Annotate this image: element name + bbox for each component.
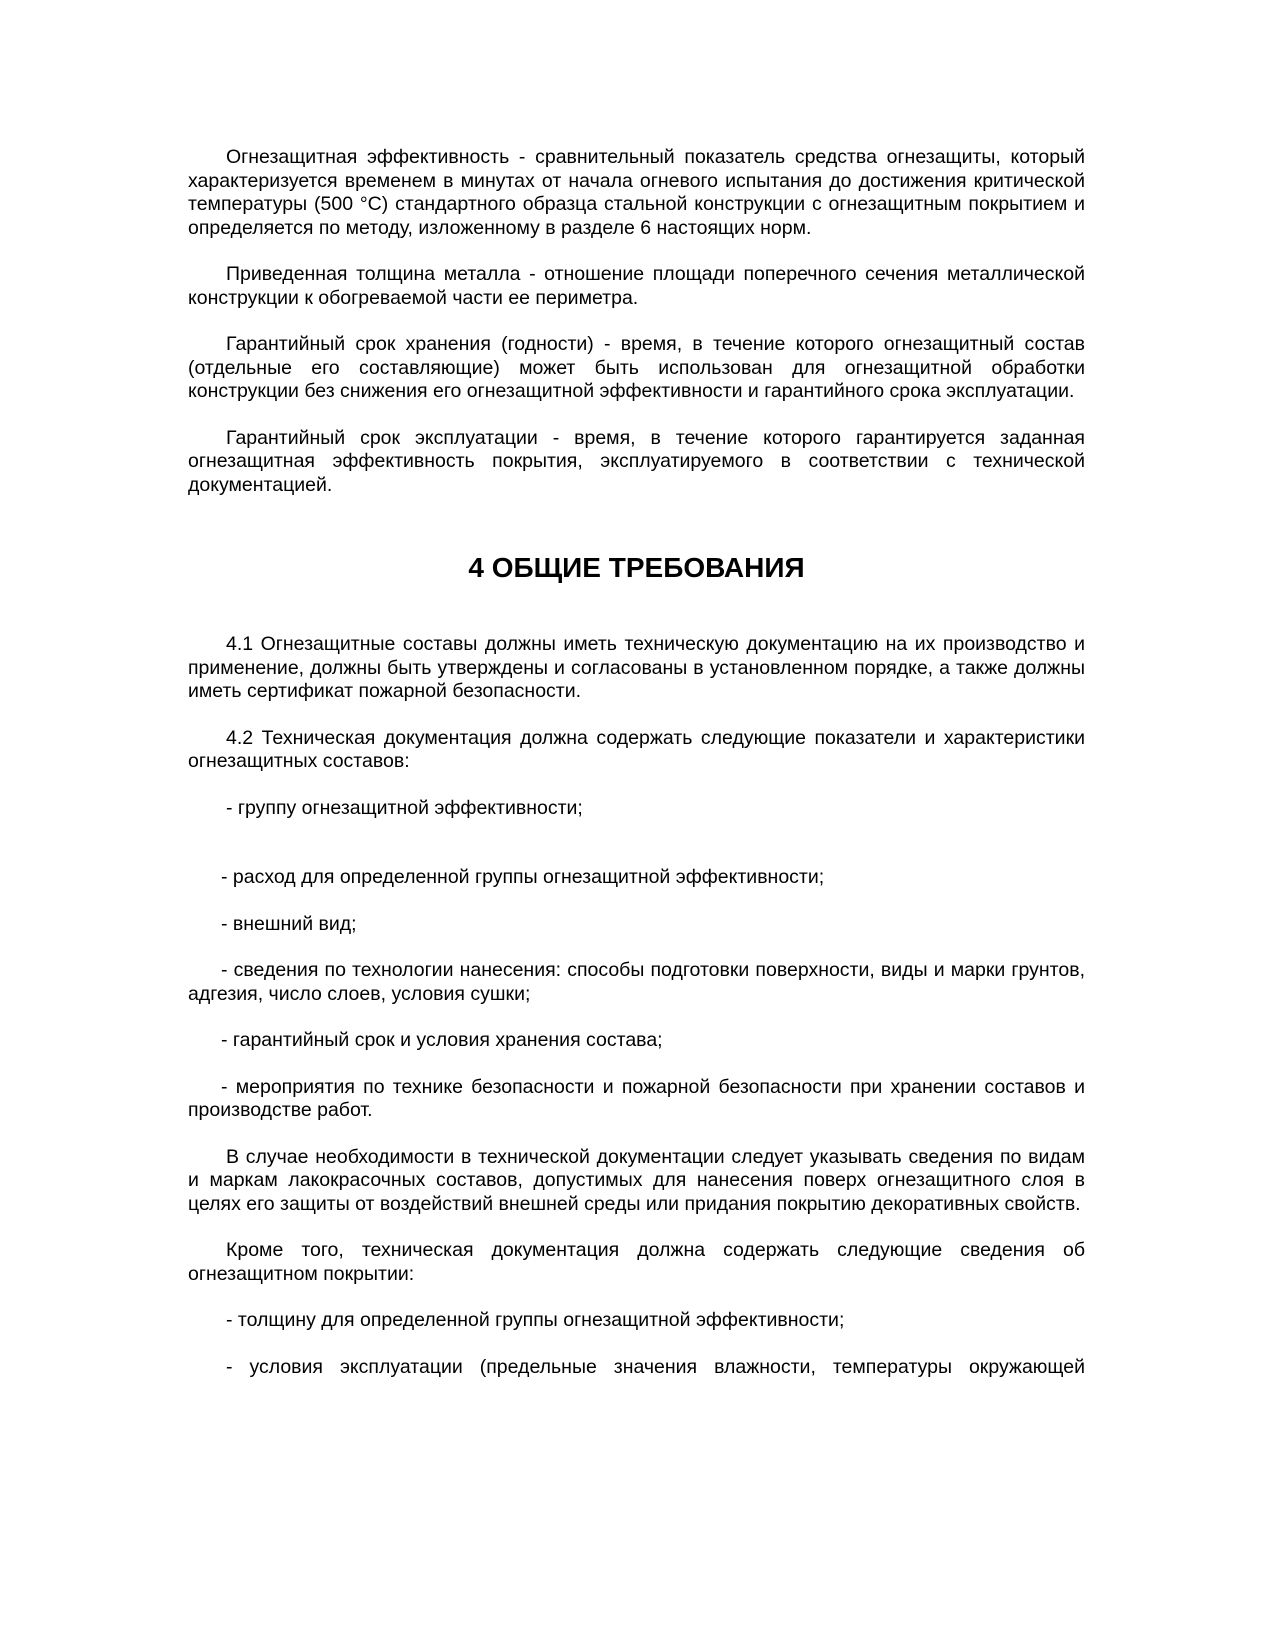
definition-reduced-metal-thickness: Приведенная толщина металла - отношение площади поперечного сечения металлической конструкции к обогреваемой части ее периметра. [188, 263, 1085, 309]
list-item: - условия эксплуатации (предельные значения влажности, температуры окружающей [226, 1355, 1085, 1378]
definition-operation-warranty: Гарантийный срок эксплуатации - время, в течение которого гарантируется заданная огнезащитная эффективность покрытия, эксплуатируемого в соответствии с технической документацией. [188, 426, 1085, 496]
definition-fire-protection-efficiency: Огнезащитная эффективность - сравнительный показатель средства огнезащиты, который характеризуется временем в минутах от начала огневого испытания до достижения критической температуры (500 °С) стандартного образца стальной конструкции с огнезащитным покрытием и определяется по методу, изложенному в разделе 6 настоящих норм. [188, 146, 1085, 239]
section-heading: 4 ОБЩИЕ ТРЕБОВАНИЯ [468, 552, 805, 583]
list-item: - группу огнезащитной эффективности; [226, 796, 583, 819]
list-item: - внешний вид; [221, 912, 357, 935]
document-page [188, 146, 1085, 1402]
paragraph-4-2: 4.2 Техническая документация должна содержать следующие показатели и характеристики огнезащитных составов: [188, 726, 1085, 772]
list-item: - расход для определенной группы огнезащитной эффективности; [221, 866, 825, 888]
list-item: - гарантийный срок и условия хранения состава; [221, 1029, 663, 1051]
paragraph-special-cases: В случае необходимости в технической документации следует указывать сведения по видам и маркам лакокрасочных составов, допустимых для нанесения поверх огнезащитного слоя в целях его защиты от воздействий внешней среды или придания покрытию декоративных свойств. [188, 1145, 1085, 1215]
paragraph-4-1: 4.1 Огнезащитные составы должны иметь техническую документацию на их производство и применение, должны быть утверждены и согласованы в установленном порядке, а также должны иметь сертификат пожарной безопасности. [188, 633, 1085, 702]
paragraph-coating-info: Кроме того, техническая документация должна содержать следующие сведения об огнезащитном покрытии: [188, 1239, 1085, 1285]
list-item: - толщину для определенной группы огнезащитной эффективности; [226, 1309, 845, 1331]
list-item: - мероприятия по технике безопасности и пожарной безопасности при хранении составов и производстве работ. [188, 1075, 1085, 1121]
definition-storage-warranty: Гарантийный срок хранения (годности) - время, в течение которого огнезащитный состав (отдельные его составляющие) может быть использован для огнезащитной обработки конструкции без снижения его огнезащитной эффективности и гарантийного срока эксплуатации. [188, 333, 1085, 402]
list-item: - сведения по технологии нанесения: способы подготовки поверхности, виды и марки грунтов, адгезия, число слоев, условия сушки; [188, 959, 1085, 1005]
